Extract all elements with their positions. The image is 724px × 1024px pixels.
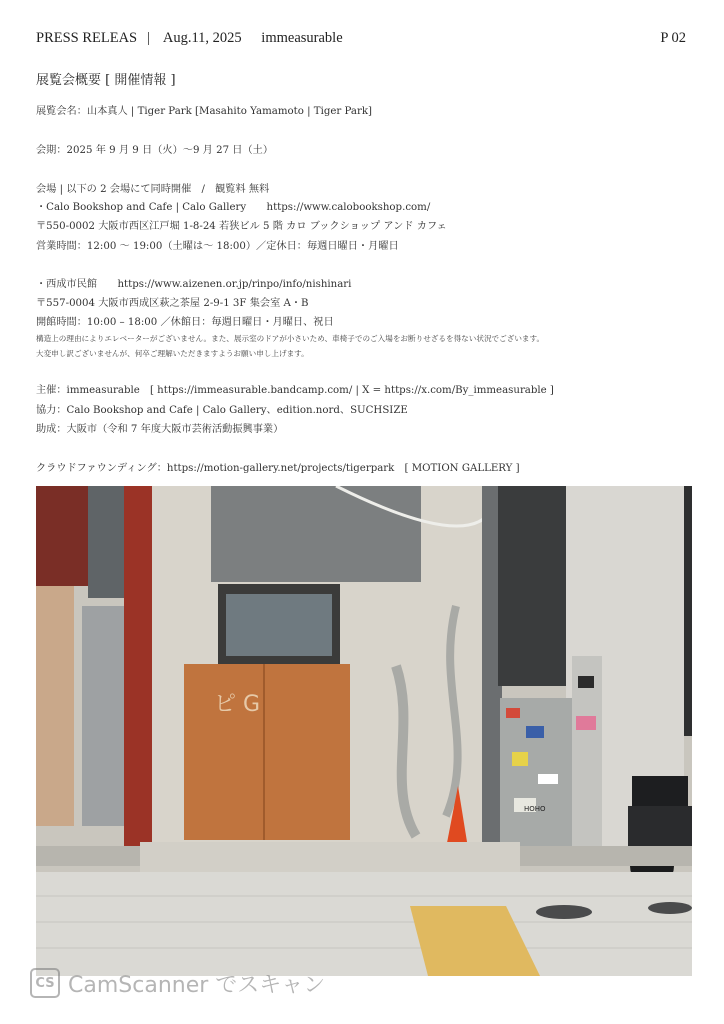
cooperation: 協力：Calo Bookshop and Cafe | Calo Gallery、edition.nord、SUCHSIZE [36, 405, 408, 416]
venue1-address: 〒550-0002 大阪市西区江戸堀 1-8-24 若狭ビル 5 階 カロ ブックショップ アンド カフェ [36, 221, 447, 232]
exhibition-name: 展覧会名：山本真人 | Tiger Park [Masahito Yamamoto | Tiger Park] [36, 106, 372, 117]
separator: | [147, 30, 151, 46]
venue2-hours: 開館時間：10:00 – 18:00 ／休館日：毎週日曜日・月曜日、祝日 [36, 317, 334, 328]
camscanner-watermark [30, 966, 325, 1000]
venue1-name: ・Calo Bookshop and Cafe | Calo Gallery https://www.calobookshop.com/ [36, 202, 431, 213]
metal-door [82, 606, 124, 826]
venue2-address: 〒557-0004 大阪市西成区萩之茶屋 2-9-1 3F 集会室 A・B [36, 298, 309, 309]
accessibility-note-2: 大変申し訳ございませんが、何卒ご理解いただきますようお願い申し上げます。 [36, 349, 309, 358]
utility-box [500, 698, 572, 858]
page-number: P 02 [660, 30, 686, 46]
wooden-wall [36, 586, 74, 826]
page-header [36, 30, 686, 50]
dark-opening [498, 486, 568, 686]
window-glass [226, 594, 332, 656]
red-brick-pillar [124, 486, 152, 866]
venue-intro: 会場 | 以下の 2 会場にて同時開催 / 観覧料 無料 [36, 184, 270, 195]
release-date: Aug.11, 2025 [162, 30, 242, 46]
plywood-board [184, 664, 350, 840]
board-graffiti: ピ G [214, 692, 261, 717]
header-left [36, 30, 353, 47]
sticker-text: HOHO [524, 805, 546, 813]
crowdfunding: クラウドファウンディング：https://motion-gallery.net/projects/tigerpark [ MOTION GALLERY ] [36, 463, 520, 474]
release-label: PRESS RELEAS [36, 30, 138, 46]
street-photo [36, 486, 692, 976]
venue2-name: ・西成市民館 https://www.aizenen.or.jp/rinpo/info/nishinari [36, 279, 352, 290]
sidewalk [36, 872, 692, 976]
accessibility-note-1: 構造上の理由によりエレベーターがございません。また、展示室のドアが小さいため、車椅子でのご入場をお断りせざるを得ない状況でございます。 [36, 334, 545, 343]
organizer: 主催：immeasurable [ https://immeasurable.bandcamp.com/ | X = https://x.com/By_immeasurable ] [36, 385, 554, 396]
camscanner-icon: CS [30, 968, 60, 998]
manhole-cover [536, 905, 592, 919]
concrete-step [140, 842, 520, 872]
section-title: 展覧会概要 [ 開催情報 ] [36, 73, 176, 88]
brick-wall-top [36, 486, 96, 586]
watermark-text: CamScanner でスキャン [68, 972, 326, 998]
venue1-hours: 営業時間：12:00 〜 19:00（土曜は〜 18:00）／定休日：毎週日曜日・月曜日 [36, 241, 399, 252]
exhibition-period: 会期：2025 年 9 月 9 日（火）〜9 月 27 日（土） [36, 145, 274, 156]
grant: 助成：大阪市（令和 7 年度大阪市芸術活動振興事業） [36, 424, 284, 435]
upper-grille [211, 486, 421, 582]
brand-name: immeasurable [261, 30, 343, 46]
